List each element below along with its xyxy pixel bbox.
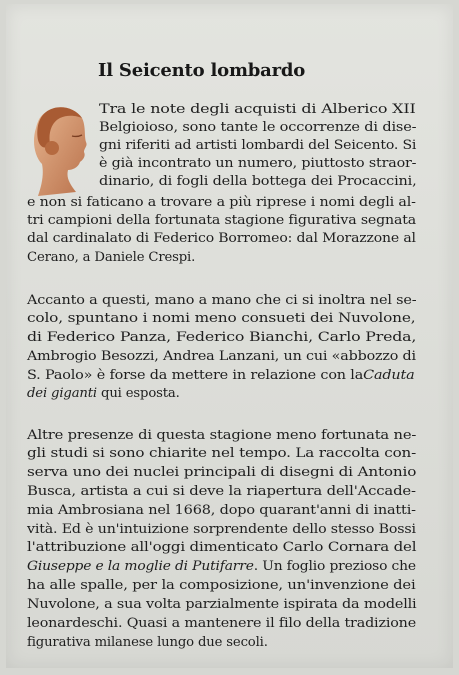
female-profile-portrait-icon [28, 104, 90, 200]
line-text: dinario, di fogli della bottega dei Procaccini, [99, 174, 417, 189]
paragraph-3-line [27, 578, 416, 594]
paragraph-3-line [27, 428, 416, 444]
paragraph-1-line [99, 120, 416, 136]
paragraph-3-line [27, 503, 416, 519]
line-text: mia Ambrosiana nel 1668, dopo quarant'anni di inatti- [27, 503, 416, 518]
line-text: . Un foglio prezioso che [253, 559, 416, 574]
line-text: colo, spuntano i nomi meno consueti dei Nuvolone, [27, 311, 416, 326]
paragraph-1-line [27, 231, 416, 247]
paragraph-1-line [27, 250, 195, 266]
italic-title-text: dei giganti [27, 386, 102, 401]
line-text: vità. Ed è un'intuizione sorprendente dello stesso Bossi [27, 522, 416, 537]
line-text: dal cardinalato di Federico Borromeo: dal Morazzone al [27, 231, 416, 246]
paragraph-3-line [27, 522, 416, 538]
paragraph-2-line [27, 293, 416, 309]
line-text: Tra le note degli acquisti di Alberico XII [99, 102, 416, 117]
line-text: Altre presenze di questa stagione meno fortunata ne- [27, 428, 417, 443]
paragraph-1-line [99, 138, 416, 154]
paragraph-2-line [27, 330, 416, 346]
line-text: gni riferiti ad artisti lombardi del Seicento. Si [99, 138, 417, 153]
line-text: Nuvolone, a sua volta parzialmente ispirata da modelli [27, 597, 417, 612]
line-text: figurativa milanese lungo due secoli. [27, 635, 268, 650]
paragraph-3-line [27, 635, 268, 651]
italic-title-text: Giuseppe e la moglie di Putifarre [27, 559, 254, 574]
paragraph-3-line [27, 616, 416, 632]
line-text: di Federico Panza, Federico Bianchi, Carlo Preda, [27, 330, 417, 345]
paragraph-3-line [27, 597, 416, 613]
paragraph-2-line [27, 349, 416, 365]
line-text: tri campioni della fortunata stagione figurativa segnata [27, 213, 417, 228]
paragraph-3-line [27, 484, 416, 500]
line-text: ha alle spalle, per la composizione, un'invenzione dei [27, 578, 416, 593]
line-text: e non si faticano a trovare a più riprese i nomi degli al- [27, 195, 416, 210]
paragraph-3-line [27, 559, 416, 575]
line-text: Belgioioso, sono tante le occorrenze di dise- [99, 120, 417, 135]
paragraph-1-line [27, 213, 416, 229]
line-text: gli studi si sono chiarite nel tempo. La raccolta con- [27, 446, 417, 461]
paragraph-2-line [27, 311, 415, 327]
paragraph-3-line [27, 540, 416, 556]
line-text: Ambrogio Besozzi, Andrea Lanzani, un cui «abbozzo di [27, 349, 416, 364]
line-text: S. Paolo» è forse da mettere in relazione con la [27, 368, 364, 383]
italic-title-text: Caduta [363, 368, 415, 383]
paragraph-1-line [27, 195, 416, 211]
panel-title: Il Seicento lombardo [98, 60, 306, 81]
line-text: Accanto a questi, mano a mano che ci si inoltra nel se- [27, 293, 417, 308]
line-text: serva uno dei nuclei principali di disegni di Antonio [27, 465, 417, 480]
line-text: Busca, artista a cui si deve la riapertura dell'Accade- [27, 484, 416, 499]
paragraph-2-line [27, 368, 415, 384]
line-text: Cerano, a Daniele Crespi. [27, 250, 196, 265]
paragraph-1-line [99, 156, 416, 172]
paragraph-3-line [27, 465, 416, 481]
paragraph-1-line [99, 174, 417, 190]
line-text: è già incontrato un numero, piuttosto straor- [99, 156, 417, 171]
paragraph-3-line [27, 446, 416, 462]
line-text: l'attribuzione all'oggi dimenticato Carlo Cornara del [27, 540, 417, 555]
line-text: leonardeschi. Quasi a mantenere il filo della tradizione [27, 616, 417, 631]
line-text: qui esposta. [101, 386, 180, 401]
paragraph-2-line [27, 386, 180, 402]
paragraph-1-line [99, 102, 416, 118]
